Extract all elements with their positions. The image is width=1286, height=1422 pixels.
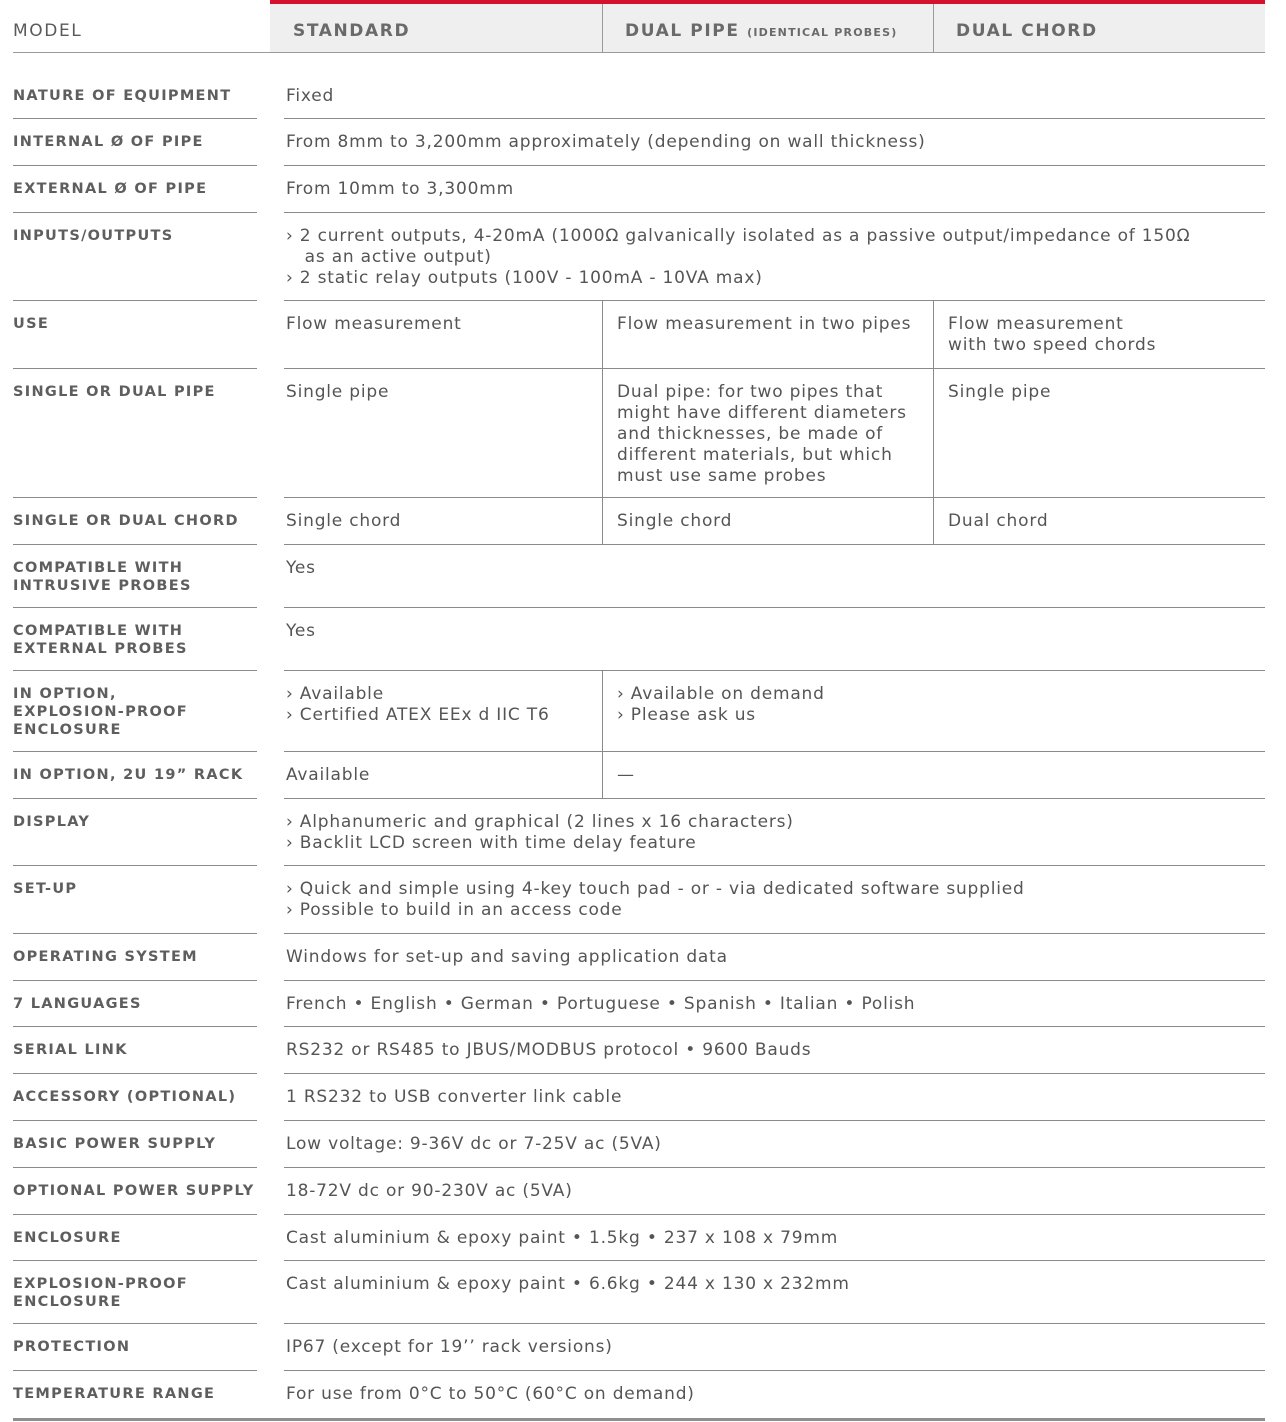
label-divider [13, 1167, 257, 1168]
label-divider [13, 751, 257, 752]
label-divider [13, 607, 257, 608]
row-value [617, 314, 911, 335]
row-label [13, 1385, 253, 1403]
label-divider [13, 1026, 257, 1027]
row-label [13, 87, 253, 105]
column-separator [602, 751, 603, 799]
row-value [286, 558, 316, 579]
row-label [13, 1135, 253, 1153]
text-line: › Please ask us [617, 705, 756, 725]
column-separator [933, 300, 934, 369]
row-value [286, 179, 514, 200]
row-divider [284, 865, 1265, 866]
text-line: Fixed [286, 86, 335, 106]
row-divider [284, 1073, 1265, 1074]
row-value [286, 1181, 573, 1202]
text-line: SERIAL LINK [13, 1042, 128, 1058]
row-label [13, 622, 253, 658]
row-divider [284, 933, 1265, 934]
text-line: INTERNAL Ø OF PIPE [13, 134, 204, 150]
text-line: Flow measurement in two pipes [617, 314, 912, 334]
text-line: › Certified ATEX EEx d IIC T6 [286, 705, 550, 725]
row-value [617, 765, 635, 786]
row-divider [284, 1323, 1265, 1324]
row-value [286, 994, 915, 1015]
text-line: › Available [286, 684, 384, 704]
row-value [948, 511, 1048, 532]
text-line: From 10mm to 3,300mm [286, 179, 514, 199]
row-divider [284, 670, 1265, 671]
row-value [286, 879, 1025, 921]
row-divider [284, 607, 1265, 608]
text-line: Cast aluminium & epoxy paint • 6.6kg • 244 x 130 x 232mm [286, 1274, 850, 1294]
row-divider [284, 1167, 1265, 1168]
label-divider [13, 368, 257, 369]
text-line: OPERATING SYSTEM [13, 949, 198, 965]
text-line: Flow measurement [286, 314, 462, 334]
text-line: Yes [286, 621, 316, 641]
text-line: Available [286, 765, 371, 785]
row-label [13, 1182, 253, 1200]
row-label [13, 180, 253, 198]
row-value [617, 382, 907, 487]
text-line: For use from 0°C to 50°C (60°C on demand) [286, 1384, 695, 1404]
text-line: EXTERNAL Ø OF PIPE [13, 181, 208, 197]
text-line: EXTERNAL PROBES [13, 641, 188, 657]
row-divider [284, 212, 1265, 213]
text-line: Single chord [286, 511, 402, 531]
label-divider [13, 118, 257, 119]
text-line: › Alphanumeric and graphical (2 lines x 16 characters) [286, 812, 794, 832]
row-divider [284, 1370, 1265, 1371]
row-label [13, 995, 253, 1013]
row-divider [284, 300, 1265, 301]
header-column-separator [933, 4, 934, 53]
label-divider [13, 1260, 257, 1261]
row-value [286, 812, 794, 854]
row-label [13, 133, 253, 151]
row-divider [284, 1214, 1265, 1215]
text-line: OPTIONAL POWER SUPPLY [13, 1183, 255, 1199]
header-dual-chord: DUAL CHORD [956, 21, 1098, 41]
text-line: SET-UP [13, 881, 78, 897]
row-divider [284, 165, 1265, 166]
text-line: DISPLAY [13, 814, 91, 830]
text-line: From 8mm to 3,200mm approximately (depending on wall thickness) [286, 132, 926, 152]
row-divider [284, 544, 1265, 545]
row-divider [284, 1120, 1265, 1121]
column-separator [933, 497, 934, 545]
row-label [13, 559, 253, 595]
text-line: must use same probes [617, 466, 827, 486]
label-divider [13, 1323, 257, 1324]
row-label [13, 880, 253, 898]
text-line: EXPLOSION-PROOF [13, 1276, 188, 1292]
row-value [286, 684, 550, 726]
text-line: ENCLOSURE [13, 1230, 122, 1246]
label-divider [13, 212, 257, 213]
header-standard: STANDARD [293, 21, 411, 41]
label-divider [13, 798, 257, 799]
header-model: MODEL [13, 21, 83, 41]
text-line: Windows for set-up and saving application data [286, 947, 728, 967]
label-divider [13, 1073, 257, 1074]
label-divider [13, 865, 257, 866]
text-line: Single pipe [948, 382, 1052, 402]
row-value [286, 86, 334, 107]
text-line: USE [13, 316, 50, 332]
text-line: with two speed chords [948, 335, 1157, 355]
label-divider [13, 165, 257, 166]
row-value [286, 314, 462, 335]
text-line: NATURE OF EQUIPMENT [13, 88, 232, 104]
row-value [948, 382, 1051, 403]
text-line: › Quick and simple using 4-key touch pad - or - via dedicated software supplied [286, 879, 1025, 899]
text-line: COMPATIBLE WITH [13, 560, 184, 576]
text-line: TEMPERATURE RANGE [13, 1386, 216, 1402]
row-value [286, 511, 401, 532]
text-line: IN OPTION, [13, 686, 117, 702]
label-divider [13, 933, 257, 934]
column-separator [602, 497, 603, 545]
text-line: 7 LANGUAGES [13, 996, 142, 1012]
label-divider [13, 980, 257, 981]
row-label [13, 512, 253, 530]
row-value [286, 382, 389, 403]
text-line: — [617, 765, 635, 785]
text-line: COMPATIBLE WITH [13, 623, 184, 639]
header-divider [13, 52, 270, 53]
row-divider [284, 751, 1265, 752]
text-line: PROTECTION [13, 1339, 131, 1355]
row-value [948, 314, 1156, 356]
row-value [286, 132, 926, 153]
row-divider [284, 980, 1265, 981]
row-value [286, 621, 316, 642]
text-line: ENCLOSURE [13, 722, 122, 738]
text-line: › Backlit LCD screen with time delay feature [286, 833, 697, 853]
row-label [13, 1088, 253, 1106]
row-label [13, 766, 253, 784]
text-line: BASIC POWER SUPPLY [13, 1136, 217, 1152]
text-line: Cast aluminium & epoxy paint • 1.5kg • 237 x 108 x 79mm [286, 1228, 839, 1248]
text-line: Single pipe [286, 382, 390, 402]
row-value [617, 684, 825, 726]
row-label [13, 1338, 253, 1356]
text-line: Low voltage: 9-36V dc or 7-25V ac (5VA) [286, 1134, 662, 1154]
text-line: 18-72V dc or 90-230V ac (5VA) [286, 1181, 573, 1201]
label-divider [13, 300, 257, 301]
text-line: Yes [286, 558, 316, 578]
row-value [617, 511, 732, 532]
text-line: › Available on demand [617, 684, 825, 704]
label-divider [13, 497, 257, 498]
text-line: different materials, but which [617, 445, 893, 465]
text-line: might have different diameters [617, 403, 907, 423]
text-line: IN OPTION, 2U 19” RACK [13, 767, 244, 783]
column-separator [933, 368, 934, 498]
text-line: IP67 (except for 19’’ rack versions) [286, 1337, 613, 1357]
row-divider [284, 1026, 1265, 1027]
row-label [13, 1275, 253, 1311]
row-divider [284, 1260, 1265, 1261]
text-line: RS232 or RS485 to JBUS/MODBUS protocol • 9600 Bauds [286, 1040, 812, 1060]
row-label [13, 1229, 253, 1247]
text-line: Flow measurement [948, 314, 1124, 334]
row-value [286, 765, 370, 786]
text-line: Dual pipe: for two pipes that [617, 382, 884, 402]
row-label [13, 948, 253, 966]
row-value [286, 1337, 613, 1358]
row-label [13, 383, 253, 401]
row-divider [284, 798, 1265, 799]
text-line: Single chord [617, 511, 733, 531]
text-line: Dual chord [948, 511, 1049, 531]
row-value [286, 1274, 850, 1295]
row-value [286, 947, 728, 968]
text-line: › Possible to build in an access code [286, 900, 623, 920]
row-value [286, 1040, 811, 1061]
row-label [13, 227, 253, 245]
text-line: EXPLOSION-PROOF [13, 704, 188, 720]
row-divider [284, 118, 1265, 119]
text-line: SINGLE OR DUAL PIPE [13, 384, 216, 400]
label-divider [13, 1214, 257, 1215]
label-divider [13, 670, 257, 671]
row-divider [284, 497, 1265, 498]
row-value [286, 1134, 662, 1155]
text-line: French • English • German • Portuguese • Spanish • Italian • Polish [286, 994, 916, 1014]
column-separator [602, 368, 603, 498]
header-dual-pipe: DUAL PIPE (IDENTICAL PROBES) [625, 21, 898, 41]
text-line: ACCESSORY (OPTIONAL) [13, 1089, 237, 1105]
text-line: INPUTS/OUTPUTS [13, 228, 174, 244]
row-value [286, 1087, 622, 1108]
row-divider [284, 368, 1265, 369]
text-line: and thicknesses, be made of [617, 424, 884, 444]
row-label [13, 1041, 253, 1059]
text-line: › 2 current outputs, 4-20mA (1000Ω galvanically isolated as a passive output/impedance of 150Ω [286, 226, 1191, 246]
row-value [286, 226, 1190, 289]
text-line: › 2 static relay outputs (100V - 100mA - 10VA max) [286, 268, 763, 288]
row-label [13, 685, 253, 739]
header-dual-pipe-note: (IDENTICAL PROBES) [747, 26, 898, 39]
label-divider [13, 544, 257, 545]
text-line: ENCLOSURE [13, 1294, 122, 1310]
text-line: 1 RS232 to USB converter link cable [286, 1087, 623, 1107]
row-value [286, 1384, 695, 1405]
row-label [13, 813, 253, 831]
row-label [13, 315, 253, 333]
text-line: INTRUSIVE PROBES [13, 578, 192, 594]
column-separator [602, 300, 603, 369]
header-column-separator [602, 4, 603, 53]
table-bottom-rule [13, 1418, 1265, 1421]
label-divider [13, 1370, 257, 1371]
text-line: as an active output) [286, 247, 492, 267]
row-value [286, 1228, 838, 1249]
column-separator [602, 670, 603, 752]
label-divider [13, 1120, 257, 1121]
text-line: SINGLE OR DUAL CHORD [13, 513, 239, 529]
